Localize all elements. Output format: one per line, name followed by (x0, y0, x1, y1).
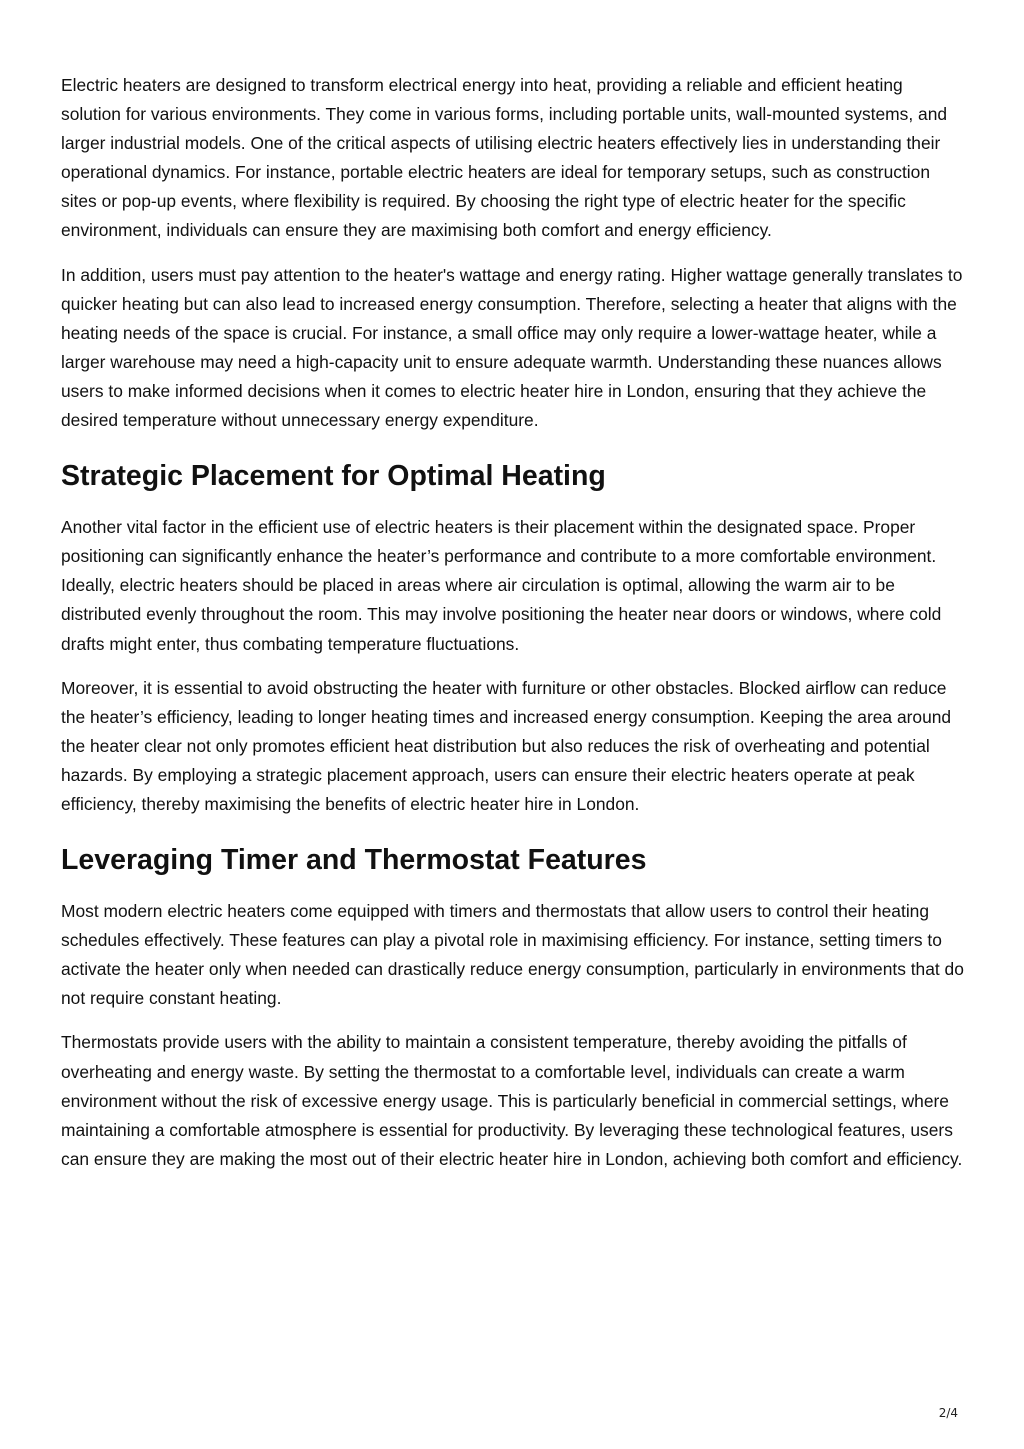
placement-paragraph-1: Another vital factor in the efficient use of electric heaters is their placement within the designated space. Proper positioning can significantly enhance the heater’s performance and contribute to a more comfortable environment. Ideally, electric heaters should be placed in areas where air circulation is optimal, allowing the warm air to be distributed evenly throughout the room. This may involve positioning the heater near doors or windows, where cold drafts might enter, thus combating temperature fluctuations. (61, 517, 942, 654)
intro-paragraph-2: In addition, users must pay attention to the heater's wattage and energy rating. Higher wattage generally translates to quicker heating but can also lead to increased energy consumption. Therefore, selecting a heater that aligns with the heating needs of the space is crucial. For instance, a small office may only require a lower-wattage heater, while a larger warehouse may need a high-capacity unit to ensure adequate warmth. Understanding these nuances allows users to make informed decisions when it comes to electric heater hire in London, ensuring that they achieve the desired temperature without unnecessary energy expenditure. (61, 264, 963, 431)
document-page (61, 71, 966, 1189)
section-heading-timer-thermostat: Leveraging Timer and Thermostat Features (61, 844, 647, 877)
timer-paragraph-2: Thermostats provide users with the ability to maintain a consistent temperature, thereby avoiding the pitfalls of overheating and energy waste. By setting the thermostat to a comfortable level, individuals can create a warm environment without the risk of excessive energy usage. This is particularly beneficial in commercial settings, where maintaining a comfortable atmosphere is essential for productivity. By leveraging these technological features, users can ensure they are making the most out of their electric heater hire in London, achieving both comfort and efficiency. (61, 1032, 963, 1169)
placement-paragraph-2: Moreover, it is essential to avoid obstructing the heater with furniture or other obstacles. Blocked airflow can reduce the heater’s efficiency, leading to longer heating times and increased energy consumption. Keeping the area around the heater clear not only promotes efficient heat distribution but also reduces the risk of overheating and potential hazards. By employing a strategic placement approach, users can ensure their electric heaters operate at peak efficiency, thereby maximising the benefits of electric heater hire in London. (61, 677, 952, 814)
timer-paragraph-1: Most modern electric heaters come equipped with timers and thermostats that allow users to control their heating schedules effectively. These features can play a pivotal role in maximising efficiency. For instance, setting timers to activate the heater only when needed can drastically reduce energy consumption, particularly in environments that do not require constant heating. (61, 901, 964, 1009)
page-number: 2/4 (938, 1406, 958, 1420)
section-heading-placement: Strategic Placement for Optimal Heating (61, 460, 606, 493)
intro-paragraph-1: Electric heaters are designed to transform electrical energy into heat, providing a reliable and efficient heating solution for various environments. They come in various forms, including portable units, wall-mounted systems, and larger industrial models. One of the critical aspects of utilising electric heaters effectively lies in understanding their operational dynamics. For instance, portable electric heaters are ideal for temporary setups, such as construction sites or pop-up events, where flexibility is required. By choosing the right type of electric heater for the specific environment, individuals can ensure they are maximising both comfort and energy efficiency. (61, 75, 948, 241)
